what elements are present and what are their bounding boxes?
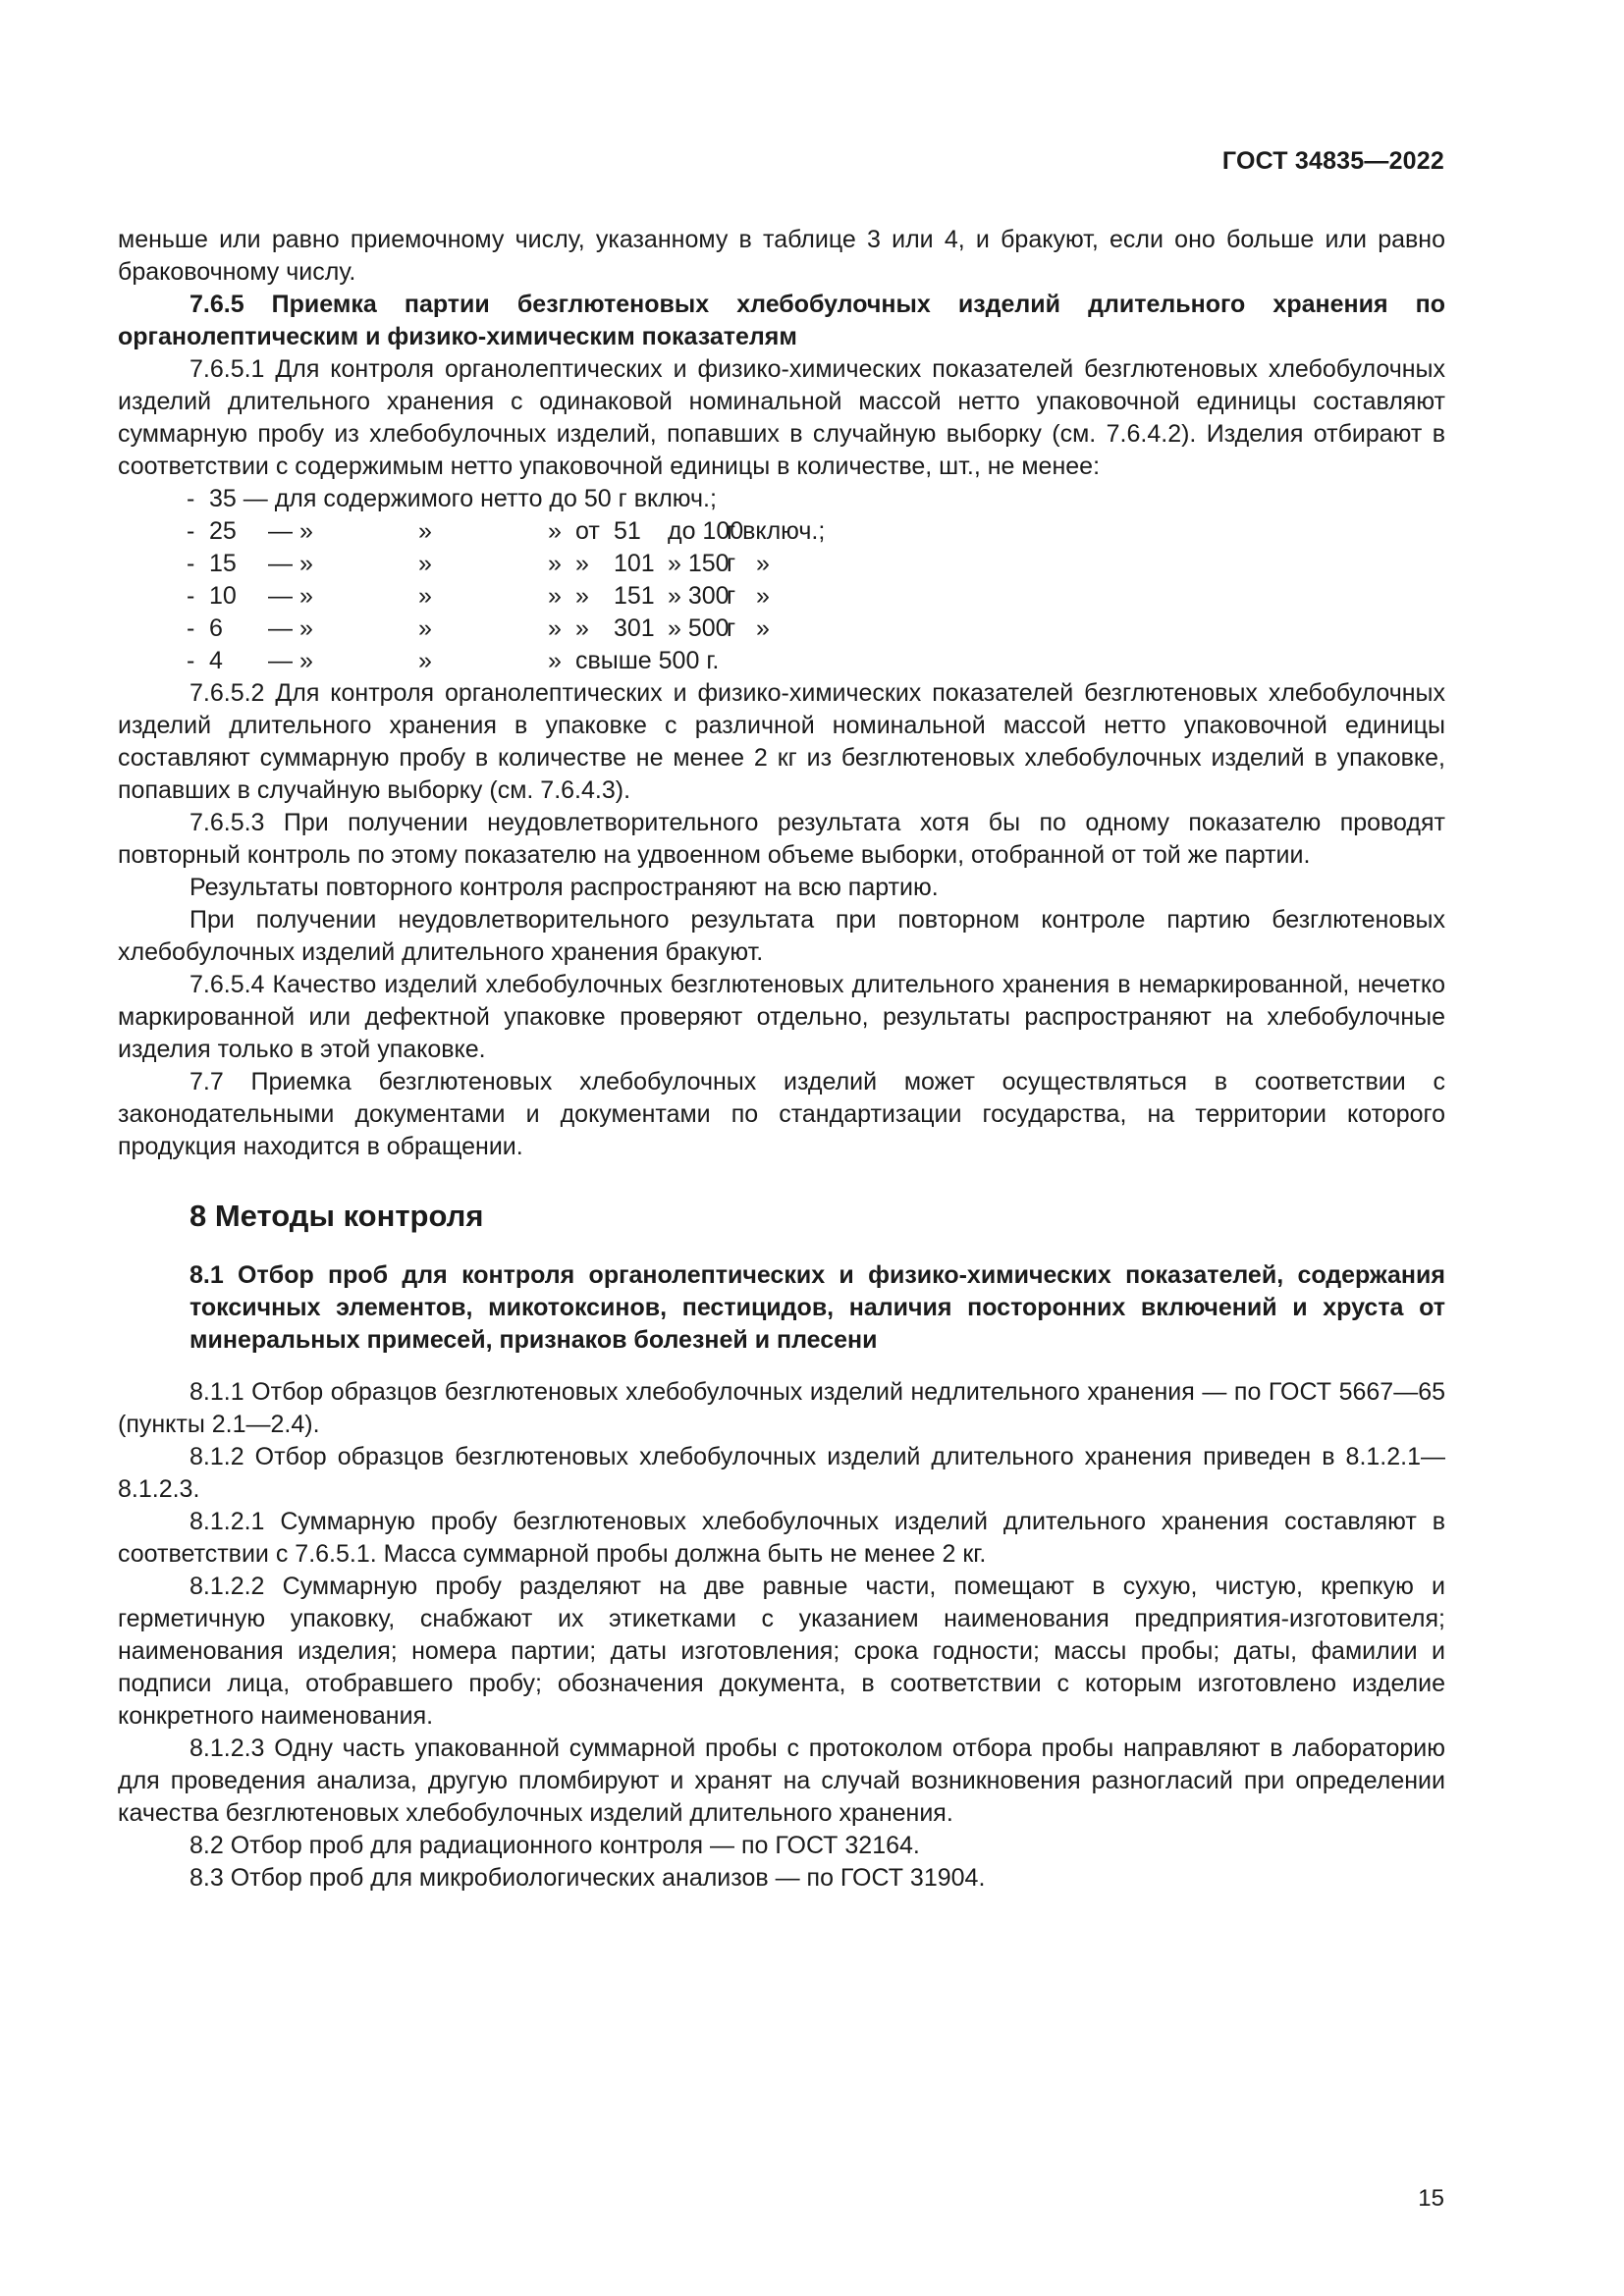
paragraph-8-1-2: 8.1.2 Отбор образцов безглютеновых хлебобулочных изделий длительного хранения приведен в 8.1.2.1—8.1.2.3. [118, 1443, 1445, 1503]
list-dash: - [187, 647, 195, 674]
list-emdash: — [268, 647, 293, 674]
page-content [118, 224, 1445, 1895]
list-item [118, 580, 1445, 613]
list-emdash: — [268, 517, 293, 545]
list-emdash: — [268, 582, 293, 610]
list-ditto: » [299, 647, 313, 674]
subheading-7-6-5: 7.6.5 Приемка партии безглютеновых хлебобулочных изделий длительного хранения по органолептическим и физико-химическим показателям [118, 291, 1445, 350]
list-unit: г » [727, 550, 770, 577]
list-quantity: 10 [209, 582, 237, 610]
paragraph-8-1-2-1: 8.1.2.1 Суммарную пробу безглютеновых хлебобулочных изделий длительного хранения составляют в соответствии с 7.6.5.1. Масса суммарной пробы должна быть не менее 2 кг. [118, 1508, 1445, 1568]
list-prefix: » [575, 614, 589, 642]
list-unit: г » [727, 614, 770, 642]
list-dash: - [187, 517, 195, 545]
list-ditto: » [548, 550, 562, 577]
paragraph-8-1-2-2: 8.1.2.2 Суммарную пробу разделяют на две равные части, помещают в сухую, чистую, крепкую и герметичную упаковку, снабжают их этикетками с указанием наименования предприятия-изготовителя; наименования изделия; номера партии; даты изготовления; срока годности; массы пробы; даты, фамилии и подписи лица, отобравшего пробу; обозначения документа, в соответствии с которым изготовлено изделие конкретного наименования. [118, 1573, 1445, 1730]
paragraph-7-6-5-3: 7.6.5.3 При получении неудовлетворительного результата хотя бы по одному показателю проводят повторный контроль по этому показателю на удвоенном объеме выборки, отобранной от той же партии. [118, 809, 1445, 869]
list-emdash: — [268, 614, 293, 642]
list-quantity: 4 [209, 647, 223, 674]
list-prefix: от [575, 517, 600, 545]
list-ditto: » [418, 550, 432, 577]
list-quantity: 6 [209, 614, 223, 642]
paragraph-8-1-1: 8.1.1 Отбор образцов безглютеновых хлебобулочных изделий недлительного хранения — по ГОСТ 5667—65 (пункты 2.1—2.4). [118, 1378, 1445, 1438]
list-ditto: » [418, 647, 432, 674]
paragraph-repeat-results: Результаты повторного контроля распространяют на всю партию. [189, 874, 939, 901]
list-ditto: » [299, 550, 313, 577]
subheading-8-1: 8.1 Отбор проб для контроля органолептических и физико-химических показателей, содержания токсичных элементов, микотоксинов, пестицидов, наличия посторонних включений и хруста от минеральных примесей, признаков болезней и плесени [189, 1261, 1445, 1354]
list-text: 35 — для содержимого нетто до 50 г включ.; [209, 485, 717, 512]
list-item [118, 483, 1445, 515]
list-item [118, 548, 1445, 580]
paragraph-7-6-5-4: 7.6.5.4 Качество изделий хлебобулочных безглютеновых длительного хранения в немаркированной, нечетко маркированной или дефектной упаковке проверяют отдельно, результаты распространяют на хлебобулочные изделия только в этой упаковке. [118, 971, 1445, 1063]
list-item [118, 515, 1445, 548]
list-to: » 300 [668, 582, 730, 610]
list-from: 101 [614, 550, 655, 577]
list-ditto: » [548, 647, 562, 674]
list-ditto: » [548, 614, 562, 642]
paragraph-reject: При получении неудовлетворительного результата при повторном контроле партию безглютеновых хлебобулочных изделий длительного хранения бракуют. [118, 906, 1445, 966]
list-to: до 100 [668, 517, 744, 545]
list-to: » 150 [668, 550, 730, 577]
paragraph-continuation: меньше или равно приемочному числу, указанному в таблице 3 или 4, и бракуют, если оно больше или равно браковочному числу. [118, 226, 1445, 286]
list-item [118, 645, 1445, 677]
page-number: 15 [1418, 2185, 1444, 2212]
section-8-title: 8 Методы контроля [189, 1199, 484, 1233]
list-ditto: » [299, 614, 313, 642]
list-emdash: — [268, 550, 293, 577]
list-prefix: » [575, 550, 589, 577]
list-dash: - [187, 485, 195, 512]
paragraph-8-2: 8.2 Отбор проб для радиационного контроля — по ГОСТ 32164. [189, 1832, 920, 1859]
list-to: » 500 [668, 614, 730, 642]
list-from: 151 [614, 582, 655, 610]
list-item [118, 613, 1445, 645]
list-unit: г включ.; [727, 517, 826, 545]
list-unit: г » [727, 582, 770, 610]
paragraph-7-6-5-2: 7.6.5.2 Для контроля органолептических и физико-химических показателей безглютеновых хлебобулочных изделий длительного хранения в упаковке с различной номинальной массой нетто упаковочной единицы составляют суммарную пробу в количестве не менее 2 кг из безглютеновых хлебобулочных изделий в упаковке, попавших в случайную выборку (см. 7.6.4.3). [118, 679, 1445, 804]
document-code-header: ГОСТ 34835—2022 [1221, 147, 1444, 175]
paragraph-7-6-5-1: 7.6.5.1 Для контроля органолептических и физико-химических показателей безглютеновых хлебобулочных изделий длительного хранения с одинаковой номинальной массой нетто упаковочной единицы составляют суммарную пробу из хлебобулочных изделий, попавших в случайную выборку (см. 7.6.4.2). Изделия отбирают в соответствии с содержимым нетто упаковочной единицы в количестве, шт., не менее: [118, 355, 1445, 480]
list-text: свыше 500 г. [575, 647, 720, 674]
list-from: 51 [614, 517, 641, 545]
list-ditto: » [418, 614, 432, 642]
list-ditto: » [418, 582, 432, 610]
list-ditto: » [299, 582, 313, 610]
list-dash: - [187, 582, 195, 610]
paragraph-8-1-2-3: 8.1.2.3 Одну часть упакованной суммарной пробы с протоколом отбора пробы направляют в лабораторию для проведения анализа, другую пломбируют и хранят на случай возникновения разногласий при определении качества безглютеновых хлебобулочных изделий длительного хранения. [118, 1735, 1445, 1827]
list-ditto: » [548, 582, 562, 610]
paragraph-7-7: 7.7 Приемка безглютеновых хлебобулочных изделий может осуществляться в соответствии с законодательными документами и документами по стандартизации государства, на территории которого продукция находится в обращении. [118, 1068, 1445, 1160]
paragraph-8-3: 8.3 Отбор проб для микробиологических анализов — по ГОСТ 31904. [189, 1864, 986, 1892]
quantity-list [118, 483, 1445, 677]
list-ditto: » [548, 517, 562, 545]
list-prefix: » [575, 582, 589, 610]
list-quantity: 15 [209, 550, 237, 577]
list-dash: - [187, 614, 195, 642]
list-ditto: » [299, 517, 313, 545]
list-quantity: 25 [209, 517, 237, 545]
list-from: 301 [614, 614, 655, 642]
list-dash: - [187, 550, 195, 577]
list-ditto: » [418, 517, 432, 545]
